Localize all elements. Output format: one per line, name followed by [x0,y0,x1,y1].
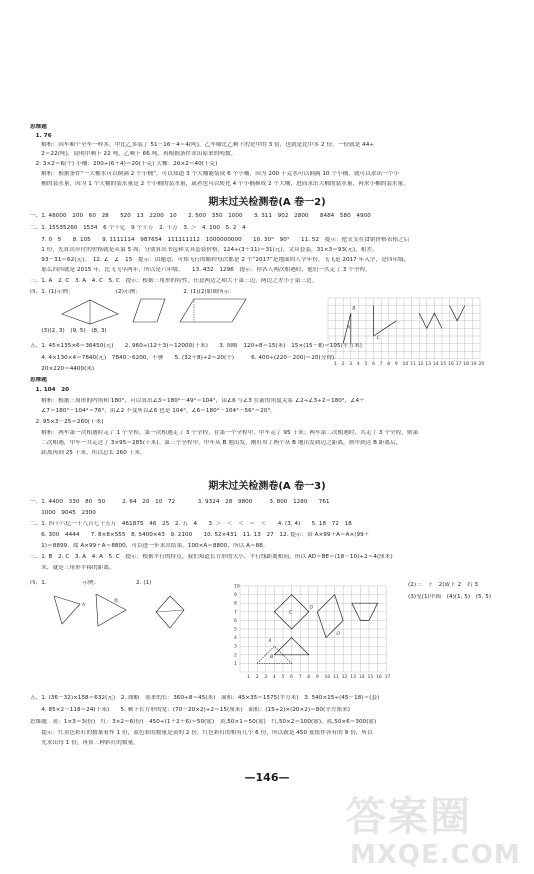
answer-line: ∠7＝180°－104°＝76°，由∠2 不变所以∠6 也是 104°，∠6＝180°－104°－56°＝20°。 [30,408,276,414]
axis-tick-label: 16 [448,361,454,367]
figure-label-a: A [82,603,86,608]
figure-parallelogram-2 [180,296,250,326]
axis-tick-label: 7 [379,361,383,367]
answer-line: 解析：两车第一次相遇时走了 1 个全程，第一次相遇走了 3 个全程，在第一个全程中，甲车走了 95 千米；两车第二次相遇时，共走了 3 个全程，则第 [30,430,419,436]
axis-tick-label: 9 [394,361,398,367]
axis-tick-label: 8 [307,675,311,680]
answer-line: 二、1. 15535260 1534 6 个十亿 9 个千万 2. 十万 3. ＞ 4. 100 5. 2 4 [30,225,246,231]
axis-tick-label: 14 [358,675,365,680]
answer-line: 4. 85×2－118＝24(千米) 5. 剩下长方形的宽：(70－20×2)÷2＝15(厘米) 面积：(15÷2)×(20×2)＝80(平方厘米) [30,707,351,713]
answer-line: (3)(2, 3) (9, 5) (8, 3) [30,328,107,334]
axis-tick-label: 13 [350,675,357,680]
axis-tick-label: 6 [234,618,237,624]
answer-line: 五、1. (36－32)×158＝632(元) 2. 图略 原来的长：360÷8＝45(米) 面积：45×35＝1575(平方米) 3. 540×15÷(45－18)＝(套) [30,695,380,701]
point-label: O [336,632,340,638]
point-label: D [309,605,314,611]
axis-tick-label: 3 [349,361,353,367]
axis-tick-label: 10 [234,584,240,590]
figure-triangle-1 [50,590,90,630]
axis-tick-label: 5 [234,627,237,633]
axis-tick-label: 3 [234,644,237,650]
answer-line: 三、1. A 2. C 3. A 4. C 5. C 提示：根据三角形的特性，任意两边之和大于第三边，两边之差小于第三边。 [30,278,318,284]
section-title: 期末过关检测卷(A 卷一3) [208,481,326,492]
answer-line: 那么四四就是 2015 年，比飞飞早两年，所以是六年级。 13. 432 1296 提示：你各人两次相遇时，他们一共走了 3 个全程。 [30,267,371,273]
axis-tick-label: 6 [372,361,375,367]
point-label: A [347,325,351,331]
axis-tick-label: 2 [234,653,237,659]
answer-line: 1 份，先算出应付的价格就是从第 5 周，分别算出书包和文具套装价格，124÷(3＋11)＝31(元)，文具套装，31×3＝93(元)，相差， [30,247,378,253]
section-heading: 思维题 [30,377,47,383]
answer-line: 1)＝8899，故 A×99＋A＝8800，可以进一步求出结果。100×A＝8800，所以 A＝88。 [30,543,269,549]
answer-line: 4. 4×130×4＝7840(元) 7840＞6200，不够 5. (32＋8)÷2＝20(个) 6. 400÷(220－200)＝20(分钟) [30,355,335,361]
axis-tick-label: 4 [272,675,276,680]
axis-tick-label: 15 [367,675,374,680]
answer-line: 先求出每 1 份，再算三种彩打的数量。 [30,740,139,746]
answer-line: 解析：因车厢个全车一样多，甲比乙多装了 51－16－4＝4(吨)，乙车厢比乙剩下的是甲的 3 倍，也就是比甲多 2 份，一份就是 44÷ [30,142,375,148]
axis-tick-label: 7 [234,610,237,616]
point-label: C [376,336,380,342]
answer-line: 2＝22(吨)，说明甲剩下 22 吨，乙剩下 66 吨，再根据条件求出原来的吨数。 [30,151,237,157]
axis-tick-label: 5 [281,675,285,680]
answer-line: 1000 9045 2300 [30,510,96,516]
axis-tick-label: 7 [298,675,302,680]
axis-tick-label: 6 [290,675,293,680]
side-note: (2)三 下 2(或下 2 右 3 [408,582,478,588]
axis-tick-label: 12 [417,361,424,367]
answer-line: 20×220＝4400(米) [30,366,95,372]
side-note: (3)见(1)中图 (4)(1, 5) (5, 5) [408,594,492,600]
answer-line: 四、1. (1)示例： (2)示例： 2. (1)(2)如图所示： [30,289,235,295]
answer-line: 五、1. 45×135×6＝36450(元) 2. 960÷(12＋3)＝12000(千米) 3. 图略 120÷8＝15(米) 15×(15－8)＝105(平方米) [30,343,362,349]
point-label: B [270,655,274,661]
axis-tick-label: 4 [356,361,360,367]
figure-triangle-2 [92,590,132,630]
point-label: B [352,306,356,312]
answer-line: 距离再到 25 千米，所以总长 260 千米。 [30,450,146,456]
axis-tick-label: 1 [247,675,250,680]
answer-line: 三、1. B 2. C 3. A 4. A 5. C 提示：根据平行的特点，我们知道长方形的大小，平行线距离相同，所以 AD＝BE＝(18－10)÷2＝4(厘米) [30,554,393,560]
figure-parallelogram-1 [133,296,173,326]
axis-tick-label: 20 [478,361,485,367]
answer-line: 93－31＝62(元)。 12. ∠ ∠ 15 提示：由题意，可知飞行的路程每次都是 2 个“2017”是地面的人学年份，飞飞是 2017 年入学，是四年级， [30,257,410,263]
answer-line: 二次相遇，甲车一共走过了 3×95＝285(千米)。第三个全程中，甲车从 B 地出发，刚好用了两个从 B 地出发到边之距离，则甲到达 B 距离后， [30,440,402,446]
axis-tick-label: 5 [364,361,368,367]
axis-tick-label: 17 [384,675,391,680]
answer-line: 桶的装水量，因为 1 个大桶的装水量是 2 个小桶的装水量，或者也可以转化 4 个小桶换成 2 个大桶，进而求出大桶的装水量，再求小桶的装水量。 [30,181,409,187]
axis-tick-label: 17 [455,361,462,367]
figure-rhombus [150,594,190,634]
answer-line: 1. 104 20 [30,387,70,393]
answer-line: 一、1. 48000 200 60 28 520 13 2200 10 2. 500 350 1000 3. 311 902 2800 8484 580 4900 [30,213,371,219]
answer-line: 6. 300 4444 7. 8×8×555 8. 5400×43 9. 2100 10. 52×431 11. 13 27 12. 提示：由 A×99＋A＝A×(99＋ [30,532,370,538]
figure-label-d: 底 [114,599,119,604]
grid-shape [419,313,442,328]
axis-tick-label: 9 [234,593,237,599]
axis-tick-label: 10 [402,361,409,367]
coordinate-grid-2 [230,582,390,692]
axis-tick-label: 19 [470,361,477,367]
point-label: C [289,610,293,616]
answer-line: 解析：根据三角形的内角和 180°，可以算出∠3＝180°－49°＝104°，由∠6 与∠3 在新的角度关系 ∠2÷∠3÷2＝180°，∠4＋ [30,398,365,404]
axis-tick-label: 15 [440,361,447,367]
point-label: A [268,638,272,644]
axis-tick-label: 8 [234,601,237,607]
answer-line: 米，就是三角形平移的距离。 [30,565,115,571]
axis-tick-label: 13 [425,361,432,367]
axis-tick-label: 18 [463,361,470,367]
page-number: —146— [244,771,290,784]
answer-line: 思维题 黄：1×3＝3(份) 红：3×2＝6(份) 450÷(1＋2＋6)＝50(盆) 黄,50×1＝50(盆) 红,50×2＝100(盆)，蓝,50×6＝300(盆) [30,719,377,725]
answer-line: 2. 95×3－25＝260(千米) [30,419,104,425]
section-heading: 思维题 [30,124,47,130]
watermark-url: MXQE.COM [350,840,521,870]
axis-tick-label: 8 [387,361,391,367]
answer-line: 一、1. 4400 330 80 50 2. 64 20 10 72 3. 9324 28 9800 3. 800 1280 761 [30,499,330,505]
axis-tick-label: 14 [432,361,439,367]
axis-tick-label: 10 [324,675,331,680]
answer-line: 7. 0 5 8. 105 9. 1111114 987654 111111112 1000000000 10. 30° 90° 11. 52 提示：把支支在食销价格表格之后 [30,237,410,243]
axis-tick-label: 11 [333,675,339,680]
axis-tick-label: 2 [255,675,259,680]
answer-line: 四、1. 示例： 2. (1) [30,580,152,586]
answer-line: 解析：根据条件“一大桶水可以倒满 2 个小桶”，可以知道 3 个大桶能装成 6 个小桶，因为 200 千克水可以倒满 10 个小桶，就可以求出一个小 [30,171,400,177]
axis-tick-label: 2 [341,361,345,367]
watermark-logo: 答案圈 [346,794,472,840]
axis-tick-label: 1 [334,361,337,367]
answer-line: 提示：红黄色彩打的数量看作 1 份，蓝色彩的数量是黄的 2 份，红色彩打的相有几个 6 份，所以就是 450 盆依作各有的 9 份，所以 [30,730,373,736]
axis-tick-label: 16 [376,675,382,680]
answer-line: 2. 3×2＝6(个) 小桶：200÷(6＋4)＝20(千克) 大桶：20×2＝40(千克) [30,161,218,167]
answer-line: 二、1. 四十六亿一千八百七十五万 461875 46 25 2. 五 4 3. ＞ ＜ ＜ ＝ ＜ 4. (3, 4) 5. 18 72 18 [30,521,352,527]
figure-shape-1 [60,296,130,326]
axis-tick-label: 3 [264,675,268,680]
axis-tick-label: 12 [341,675,348,680]
axis-tick-label: 1 [234,661,237,667]
section-title: 期末过关检测卷(A 卷一2) [208,197,326,208]
axis-tick-label: 11 [410,361,416,367]
answer-line: 1. 76 [30,133,52,139]
axis-tick-label: 9 [315,675,319,680]
axis-tick-label: 4 [234,636,237,642]
